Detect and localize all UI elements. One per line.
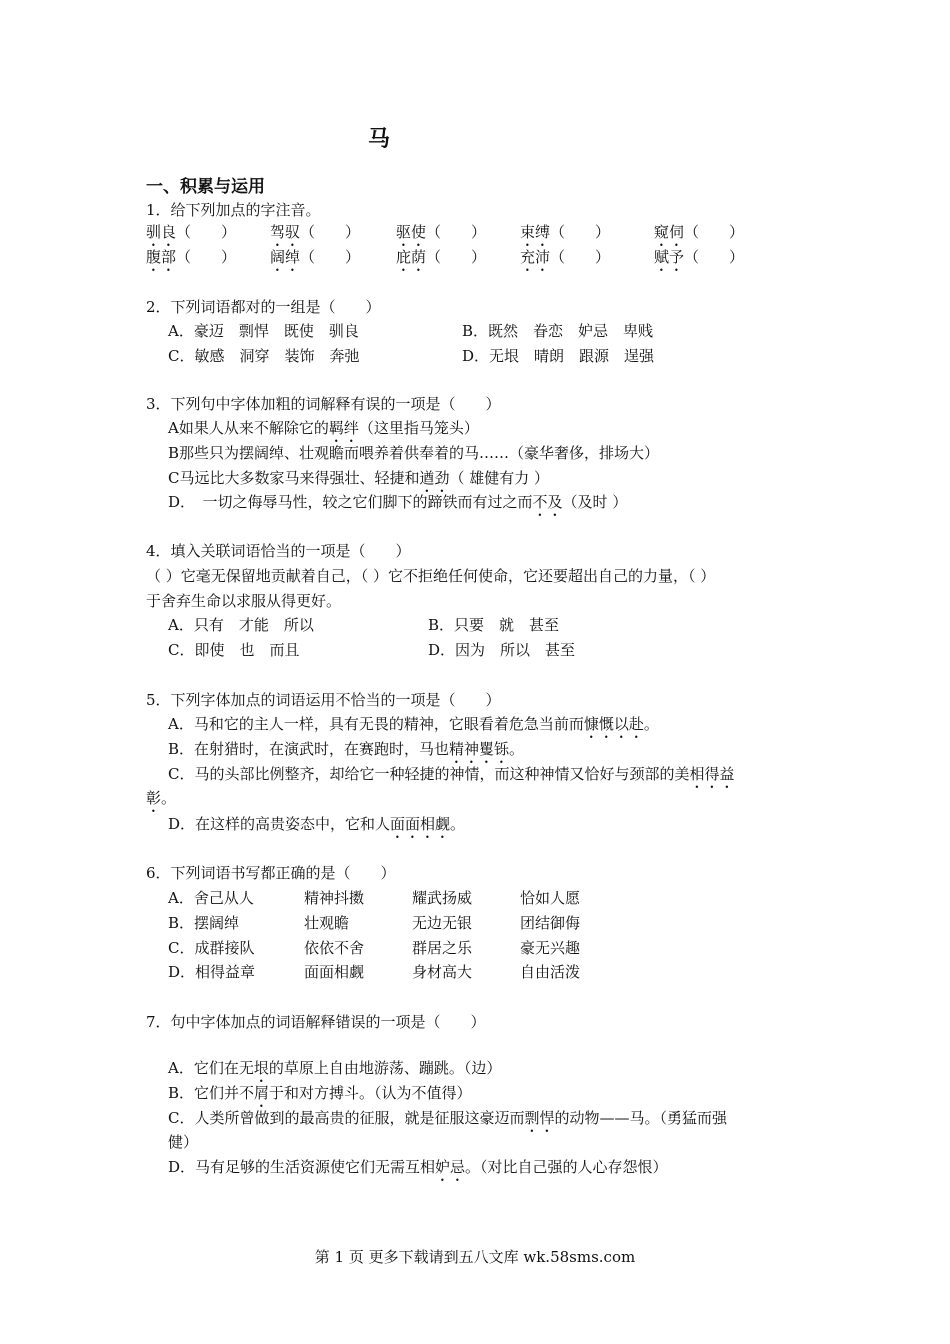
option-cell: 豪无兴趣 bbox=[520, 939, 581, 957]
option-b: B那些只为摆阔绰、壮观瞻而喂养着供奉着的马……（豪华奢侈，排场大） bbox=[168, 444, 660, 462]
dotted-word: 驯良 bbox=[146, 223, 177, 241]
pinyin-item bbox=[396, 222, 486, 250]
dotted-word: 精神矍铄 bbox=[449, 740, 510, 758]
option-cell: D．相得益章 bbox=[168, 963, 256, 981]
dotted-word: 阔绰 bbox=[270, 248, 301, 266]
option-cell: C．成群接队 bbox=[168, 939, 255, 957]
dotted-word: 慷慨以赴 bbox=[583, 715, 644, 733]
option-d: D．无垠 晴朗 跟源 逞强 bbox=[462, 347, 655, 365]
question-4-passage-line-1: （ ）它毫无保留地贡献着自己，（ ）它不拒绝任何使命，它还要超出自己的力量，（ ） bbox=[146, 567, 716, 585]
option-cell: 群居之乐 bbox=[412, 939, 473, 957]
option-b: B．只要 就 甚至 bbox=[428, 616, 560, 634]
option-text: A．马和它的主人一样，具有无畏的精神，它眼看着危急当前而 bbox=[168, 715, 584, 733]
option-text: （ 雄健有力 ） bbox=[449, 469, 550, 487]
option-text: 。 bbox=[161, 789, 177, 807]
pinyin-item bbox=[146, 247, 236, 275]
option-text: D．在这样的高贵姿态中，它和人 bbox=[168, 815, 391, 833]
option-d bbox=[168, 1157, 668, 1185]
option-text: C．人类所曾做到的最高贵的征服，就是征服这豪迈而 bbox=[168, 1109, 525, 1127]
option-text: （这里指马笼头） bbox=[358, 419, 479, 437]
option-cell: 精神抖擞 bbox=[304, 889, 365, 907]
question-4-stem: 4．填入关联词语恰当的一项是（ ） bbox=[146, 542, 411, 560]
option-b bbox=[168, 739, 524, 767]
question-3-stem: 3．下列句中字体加粗的词解释有误的一项是（ ） bbox=[146, 395, 501, 413]
option-text: C．马的头部比例整齐，却给它一种轻捷的神情，而这种神情又恰好与颈部的美 bbox=[168, 765, 690, 783]
option-a bbox=[168, 714, 659, 742]
option-text: 的草原上自由地游荡、蹦跳。（边） bbox=[268, 1059, 502, 1077]
option-c: C．即使 也 而且 bbox=[168, 641, 300, 659]
dotted-word: 窥伺 bbox=[654, 223, 685, 241]
dotted-word: 赋予 bbox=[654, 248, 685, 266]
dotted-word: 遒劲 bbox=[419, 469, 450, 487]
option-b bbox=[168, 1083, 472, 1111]
answer-blank: （ ） bbox=[550, 223, 611, 241]
option-text: A．它们在无 bbox=[168, 1059, 254, 1077]
option-text: 。 bbox=[643, 715, 659, 733]
answer-blank: （ ） bbox=[426, 248, 487, 266]
pinyin-item bbox=[520, 222, 610, 250]
question-6-stem: 6．下列词语书写都正确的是（ ） bbox=[146, 864, 396, 882]
option-c: C．敏感 洞穿 装饰 奔弛 bbox=[168, 347, 360, 365]
option-d bbox=[168, 814, 465, 842]
answer-blank: （ ） bbox=[684, 248, 745, 266]
dotted-word: 面面相觑 bbox=[390, 815, 451, 833]
option-a: A．只有 才能 所以 bbox=[168, 616, 314, 634]
option-text: 于和对方搏斗。（认为不值得） bbox=[269, 1084, 472, 1102]
question-2-stem: 2．下列词语都对的一组是（ ） bbox=[146, 298, 381, 316]
answer-blank: （ ） bbox=[176, 223, 237, 241]
answer-blank: （ ） bbox=[550, 248, 611, 266]
dotted-word: 剽悍 bbox=[524, 1109, 555, 1127]
option-cell: 团结御侮 bbox=[520, 914, 581, 932]
dotted-word: 腹部 bbox=[146, 248, 177, 266]
answer-blank: （ ） bbox=[426, 223, 487, 241]
option-a bbox=[168, 1058, 501, 1086]
option-cell: B．摆阔绰 bbox=[168, 914, 240, 932]
option-c-continued bbox=[146, 788, 176, 816]
option-cell: 身材高大 bbox=[412, 963, 473, 981]
answer-blank: （ ） bbox=[300, 248, 361, 266]
pinyin-item bbox=[396, 247, 486, 275]
question-1-stem: 1．给下列加点的字注音。 bbox=[146, 201, 321, 219]
dotted-word: 驱使 bbox=[396, 223, 427, 241]
dotted-word: 束缚 bbox=[520, 223, 551, 241]
option-text: 。（对比自己强的人心存怨恨） bbox=[465, 1158, 668, 1176]
option-text: C马远比大多数家马来得强壮、轻捷和 bbox=[168, 469, 420, 487]
dotted-word: 妒忌 bbox=[435, 1158, 466, 1176]
pinyin-item bbox=[270, 222, 360, 250]
option-cell: 自由活泼 bbox=[520, 963, 581, 981]
option-text: 。 bbox=[450, 815, 466, 833]
option-c bbox=[168, 764, 735, 792]
page-footer: 第 1 页 更多下载请到五八文库 wk.58sms.com bbox=[314, 1248, 636, 1266]
option-text: A如果人从来不解除它的 bbox=[168, 419, 329, 437]
option-text: B．它们并不 bbox=[168, 1084, 255, 1102]
option-text: 。 bbox=[509, 740, 525, 758]
option-text: D．马有足够的生活资源使它们无需互相 bbox=[168, 1158, 436, 1176]
answer-blank: （ ） bbox=[684, 223, 745, 241]
dotted-word: 彰 bbox=[146, 789, 162, 807]
option-c bbox=[168, 1108, 727, 1136]
answer-blank: （ ） bbox=[176, 248, 237, 266]
option-d: D．因为 所以 甚至 bbox=[428, 641, 576, 659]
dotted-word: 不及 bbox=[532, 493, 563, 511]
dotted-word: 庇荫 bbox=[396, 248, 427, 266]
option-c-continued: 健） bbox=[168, 1133, 199, 1151]
question-7-stem: 7．句中字体加点的词语解释错误的一项是（ ） bbox=[146, 1013, 486, 1031]
option-text: 的动物——马。（勇猛而强 bbox=[554, 1109, 728, 1127]
option-text: （及时 ） bbox=[562, 493, 628, 511]
dotted-word: 驾驭 bbox=[270, 223, 301, 241]
pinyin-item bbox=[520, 247, 610, 275]
dotted-word: 屑 bbox=[254, 1084, 270, 1102]
option-text: D． 一切之侮辱马性，较之它们脚下的蹄铁而有过之而 bbox=[168, 493, 533, 511]
option-cell: 壮观瞻 bbox=[304, 914, 350, 932]
dotted-word: 充沛 bbox=[520, 248, 551, 266]
dotted-word: 相得益 bbox=[689, 765, 735, 783]
option-cell: 依依不舍 bbox=[304, 939, 365, 957]
pinyin-item bbox=[146, 222, 236, 250]
dotted-word: 羁绊 bbox=[328, 419, 359, 437]
pinyin-item bbox=[654, 222, 744, 250]
pinyin-item bbox=[654, 247, 744, 275]
section-heading: 一、积累与运用 bbox=[146, 177, 265, 197]
answer-blank: （ ） bbox=[300, 223, 361, 241]
dotted-word: 垠 bbox=[253, 1059, 269, 1077]
option-cell: 无边无银 bbox=[412, 914, 473, 932]
option-a: A．豪迈 剽悍 既使 驯良 bbox=[168, 322, 359, 340]
question-5-stem: 5．下列字体加点的词语运用不恰当的一项是（ ） bbox=[146, 691, 501, 709]
option-cell: 面面相觑 bbox=[304, 963, 365, 981]
option-d bbox=[168, 492, 627, 520]
question-4-passage-line-2: 于舍弃生命以求服从得更好。 bbox=[146, 592, 342, 610]
option-cell: 恰如人愿 bbox=[520, 889, 581, 907]
option-b: B．既然 眷恋 妒忌 卑贱 bbox=[462, 322, 654, 340]
option-text: B．在射猎时，在演武时，在赛跑时，马也 bbox=[168, 740, 450, 758]
option-a bbox=[168, 418, 479, 446]
option-cell: 耀武扬威 bbox=[412, 889, 473, 907]
page-title: 马 bbox=[368, 127, 391, 152]
option-cell: A．舍己从人 bbox=[168, 889, 254, 907]
pinyin-item bbox=[270, 247, 360, 275]
